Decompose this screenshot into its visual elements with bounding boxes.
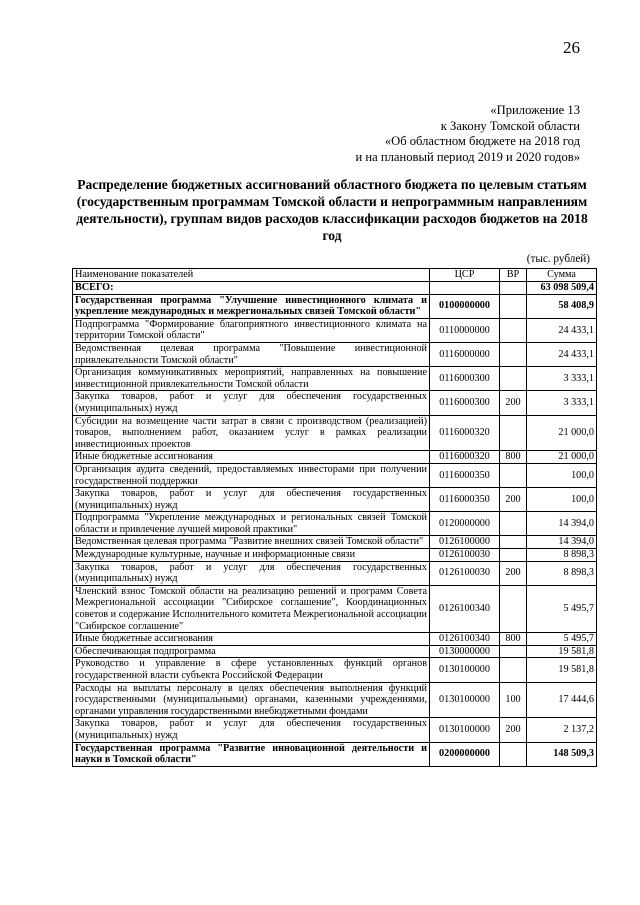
header-csr: ЦСР [430, 269, 500, 282]
row-sum: 58 408,9 [527, 294, 597, 318]
row-csr: 0126100030 [430, 549, 500, 562]
row-csr: 0130100000 [430, 682, 500, 718]
row-vr [500, 294, 527, 318]
appendix-line: «Об областном бюджете на 2018 год [384, 134, 580, 149]
row-vr [500, 585, 527, 632]
row-csr: 0116000320 [430, 451, 500, 464]
row-vr [500, 645, 527, 658]
row-csr: 0130100000 [430, 658, 500, 682]
row-sum: 63 098 509,4 [527, 282, 597, 295]
row-name: Иные бюджетные ассигнования [73, 451, 430, 464]
row-name: Закупка товаров, работ и услуг для обеспечения государственных (муниципальных) нужд [73, 488, 430, 512]
row-csr: 0116000000 [430, 342, 500, 366]
row-csr: 0130100000 [430, 718, 500, 742]
header-sum: Сумма [527, 269, 597, 282]
table-row [73, 682, 597, 718]
row-name: Организация аудита сведений, предоставляемых инвесторами при получении государственной поддержки [73, 463, 430, 487]
row-name: Государственная программа "Улучшение инвестиционного климата и укрепление международных и межрегиональных связей Томской области" [73, 294, 430, 318]
table-row [73, 415, 597, 451]
row-csr: 0120000000 [430, 512, 500, 536]
table-row [73, 512, 597, 536]
row-sum: 5 495,7 [527, 633, 597, 646]
table-body [73, 282, 597, 767]
row-sum: 19 581,8 [527, 658, 597, 682]
row-sum: 17 444,6 [527, 682, 597, 718]
row-sum: 3 333,1 [527, 391, 597, 415]
table-row [73, 294, 597, 318]
table-row [73, 342, 597, 366]
row-sum: 148 509,3 [527, 742, 597, 766]
row-vr: 800 [500, 633, 527, 646]
table-row [73, 585, 597, 632]
row-name: Закупка товаров, работ и услуг для обеспечения государственных (муниципальных) нужд [73, 561, 430, 585]
appendix-line: и на плановый период 2019 и 2020 годов» [355, 149, 580, 164]
row-csr: 0116000320 [430, 415, 500, 451]
row-vr [500, 742, 527, 766]
row-csr: 0126100000 [430, 536, 500, 549]
row-sum: 100,0 [527, 488, 597, 512]
table-header-row [73, 269, 597, 282]
row-csr: 0116000300 [430, 367, 500, 391]
row-sum: 21 000,0 [527, 451, 597, 464]
row-sum: 2 137,2 [527, 718, 597, 742]
units-note: (тыс. рублей) [526, 253, 590, 265]
table-row [73, 463, 597, 487]
row-vr [500, 367, 527, 391]
row-name: Ведомственная целевая программа "Развитие внешних связей Томской области" [73, 536, 430, 549]
row-csr: 0200000000 [430, 742, 500, 766]
row-vr [500, 658, 527, 682]
table-row [73, 549, 597, 562]
table-row [73, 391, 597, 415]
row-csr: 0126100030 [430, 561, 500, 585]
row-name: ВСЕГО: [73, 282, 430, 295]
row-vr: 200 [500, 488, 527, 512]
row-name: Субсидии на возмещение части затрат в связи с производством (реализацией) товаров, выполнением работ, оказанием услуг в рамках реализации инвестиционных проектов [73, 415, 430, 451]
row-name: Закупка товаров, работ и услуг для обеспечения государственных (муниципальных) нужд [73, 718, 430, 742]
row-vr [500, 318, 527, 342]
row-vr: 100 [500, 682, 527, 718]
row-csr: 0130000000 [430, 645, 500, 658]
row-sum: 8 898,3 [527, 549, 597, 562]
row-csr: 0116000350 [430, 488, 500, 512]
table-row [73, 561, 597, 585]
row-vr: 800 [500, 451, 527, 464]
table-row [73, 282, 597, 295]
row-vr [500, 342, 527, 366]
row-csr: 0100000000 [430, 294, 500, 318]
table-row [73, 633, 597, 646]
page-number: 26 [563, 38, 580, 57]
row-sum: 21 000,0 [527, 415, 597, 451]
header-name: Наименование показателей [73, 269, 430, 282]
row-name: Международные культурные, научные и информационные связи [73, 549, 430, 562]
row-csr: 0116000350 [430, 463, 500, 487]
document-title: Распределение бюджетных ассигнований областного бюджета по целевым статьям (государственным программам Томской области и непрограммным направлениям деятельности), группам видов расходов классификации расходов бюджетов на 2018 год [76, 177, 588, 243]
appendix-header [356, 103, 580, 165]
row-name: Закупка товаров, работ и услуг для обеспечения государственных (муниципальных) нужд [73, 391, 430, 415]
row-vr: 200 [500, 391, 527, 415]
table-row [73, 318, 597, 342]
table-row [73, 451, 597, 464]
table-row [73, 367, 597, 391]
row-sum: 14 394,0 [527, 512, 597, 536]
row-name: Государственная программа "Развитие инновационной деятельности и науки в Томской области" [73, 742, 430, 766]
row-name: Ведомственная целевая программа "Повышение инвестиционной привлекательности Томской области" [73, 342, 430, 366]
row-vr [500, 282, 527, 295]
row-sum: 19 581,8 [527, 645, 597, 658]
row-name: Подпрограмма "Формирование благоприятного инвестиционного климата на территории Томской области" [73, 318, 430, 342]
row-name: Членский взнос Томской области на реализацию решений и программ Совета Межрегиональной ассоциации "Сибирское соглашение", Координационных советов и содержание Исполнительного комитета Межрегиональной ассоциации "Сибирское соглашение" [73, 585, 430, 632]
row-sum: 3 333,1 [527, 367, 597, 391]
row-vr [500, 512, 527, 536]
table-row [73, 488, 597, 512]
row-csr: 0126100340 [430, 633, 500, 646]
row-csr [430, 282, 500, 295]
table-row [73, 658, 597, 682]
row-vr: 200 [500, 718, 527, 742]
row-name: Руководство и управление в сфере установленных функций органов государственной власти субъекта Российской Федерации [73, 658, 430, 682]
row-name: Иные бюджетные ассигнования [73, 633, 430, 646]
appendix-line: «Приложение 13 [490, 103, 580, 117]
table-row [73, 536, 597, 549]
row-vr [500, 536, 527, 549]
row-vr [500, 463, 527, 487]
row-sum: 14 394,0 [527, 536, 597, 549]
row-name: Организация коммуникативных мероприятий, направленных на повышение инвестиционной привлекательности Томской области [73, 367, 430, 391]
row-sum: 24 433,1 [527, 342, 597, 366]
table-row [73, 645, 597, 658]
row-csr: 0126100340 [430, 585, 500, 632]
row-sum: 100,0 [527, 463, 597, 487]
row-name: Подпрограмма "Укрепление международных и региональных связей Томской области и привлечение лучшей мировой практики" [73, 512, 430, 536]
row-name: Расходы на выплаты персоналу в целях обеспечения выполнения функций государственными (муниципальными) органами, казенными учреждениями, органами управления государственными внебюджетными фондами [73, 682, 430, 718]
budget-table [72, 268, 597, 767]
header-vr: ВР [500, 269, 527, 282]
row-vr: 200 [500, 561, 527, 585]
row-name: Обеспечивающая подпрограмма [73, 645, 430, 658]
row-csr: 0116000300 [430, 391, 500, 415]
row-sum: 24 433,1 [527, 318, 597, 342]
appendix-line: к Закону Томской области [440, 118, 580, 133]
table-row [73, 742, 597, 766]
row-sum: 5 495,7 [527, 585, 597, 632]
row-vr [500, 549, 527, 562]
row-vr [500, 415, 527, 451]
row-sum: 8 898,3 [527, 561, 597, 585]
table-row [73, 718, 597, 742]
row-csr: 0110000000 [430, 318, 500, 342]
